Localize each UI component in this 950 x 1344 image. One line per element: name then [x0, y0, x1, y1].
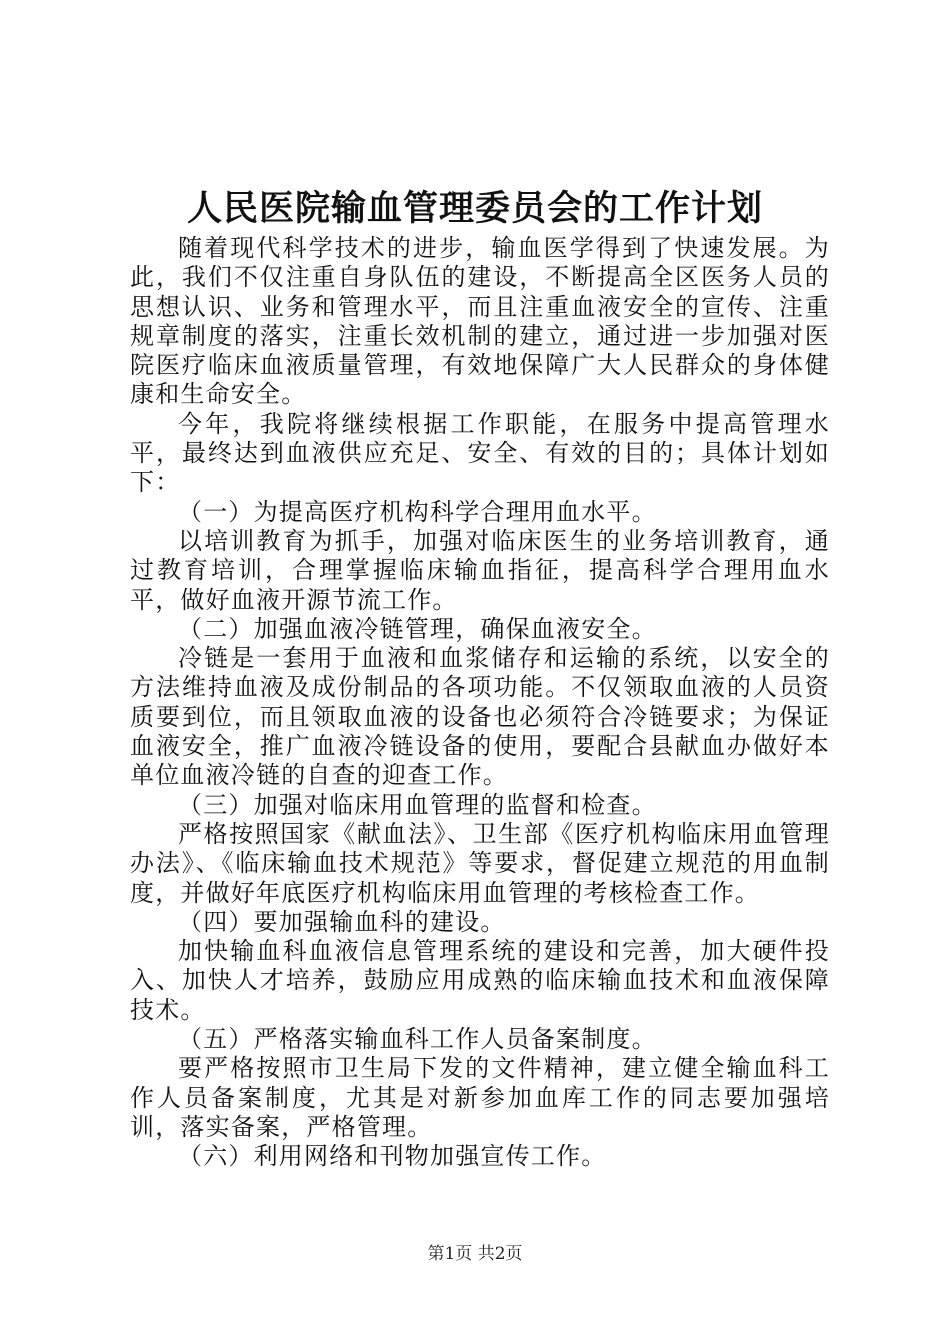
- section-heading: （六）利用网络和刊物加强宣传工作。: [178, 1142, 607, 1171]
- section-heading: （四）要加强输血科的建设。: [178, 907, 506, 936]
- section-heading: （一）为提高医疗机构科学合理用血水平。: [178, 497, 657, 526]
- paragraph: 加快输血科血液信息管理系统的建设和完善，加大硬件投入、加快人才培养，鼓励应用成熟的临床输血技术和血液保障技术。: [130, 937, 830, 1024]
- paragraph: 要严格按照市卫生局下发的文件精神，建立健全输血科工作人员备案制度，尤其是对新参加血库工作的同志要加强培训，落实备案，严格管理。: [130, 1054, 830, 1141]
- page-footer: 第1页 共2页: [427, 1244, 523, 1264]
- section-heading: （二）加强血液冷链管理，确保血液安全。: [178, 614, 657, 643]
- paragraph: 冷链是一套用于血液和血浆储存和运输的系统，以安全的方法维持血液及成份制品的各项功能。不仅领取血液的人员资质要到位，而且领取血液的设备也必须符合冷链要求；为保证血液安全，推广血液冷链设备的使用，要配合县献血办做好本单位血液冷链的自查的迎查工作。: [130, 644, 830, 790]
- document-body: [130, 234, 830, 1172]
- paragraph: 严格按照国家《献血法》、卫生部《医疗机构临床用血管理办法》、《临床输血技术规范》等要求，督促建立规范的用血制度，并做好年底医疗机构临床用血管理的考核检查工作。: [130, 819, 830, 907]
- section-heading: （五）严格落实输血科工作人员备案制度。: [178, 1025, 657, 1054]
- paragraph: 随着现代科学技术的进步，输血医学得到了快速发展。为此，我们不仅注重自身队伍的建设，不断提高全区医务人员的思想认识、业务和管理水平，而且注重血液安全的宣传、注重规章制度的落实，注重长效机制的建立，通过进一步加强对医院医疗临床血液质量管理，有效地保障广大人民群众的身体健康和生命安全。: [130, 234, 830, 409]
- document-title: 人民医院输血管理委员会的工作计划: [186, 188, 763, 229]
- paragraph: 今年，我院将继续根据工作职能，在服务中提高管理水平，最终达到血液供应充足、安全、有效的目的；具体计划如下：: [130, 409, 830, 497]
- paragraph: 以培训教育为抓手，加强对临床医生的业务培训教育，通过教育培训，合理掌握临床输血指征，提高科学合理用血水平，做好血液开源节流工作。: [130, 526, 830, 614]
- section-heading: （三）加强对临床用血管理的监督和检查。: [178, 790, 657, 819]
